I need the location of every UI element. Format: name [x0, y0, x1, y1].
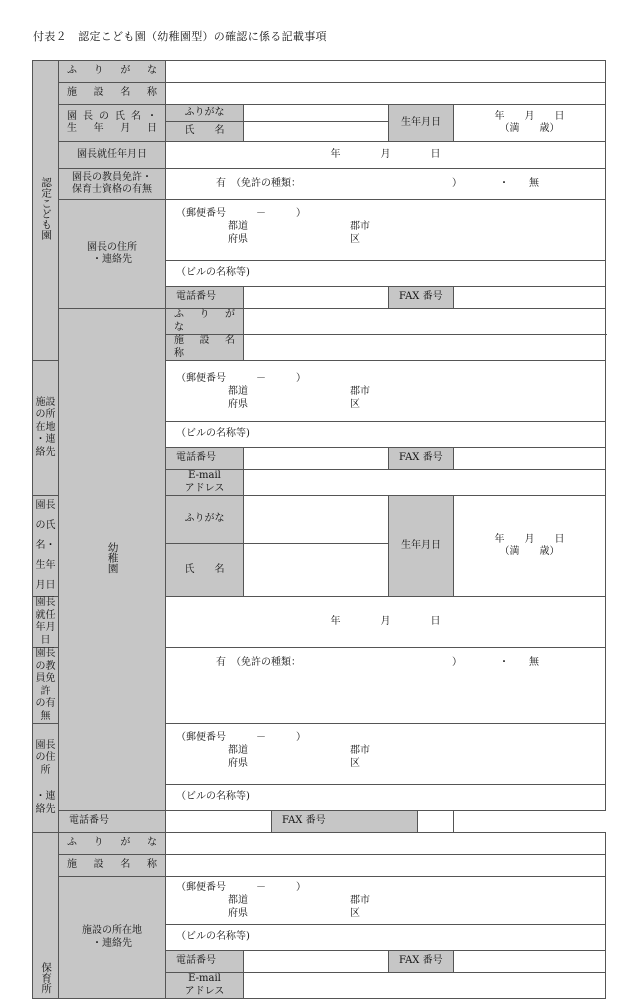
license-label: 園長の教員免許・ 保育士資格の有無	[59, 169, 166, 200]
head-furigana-input[interactable]	[244, 105, 389, 122]
y-furigana-input[interactable]	[244, 309, 606, 335]
h-fax-input[interactable]	[454, 951, 606, 973]
head-fax-label: FAX 番号	[389, 287, 454, 309]
y-head-birthdate-input[interactable]: 年 月 日 （満 歳）	[454, 496, 606, 597]
section-youchien: 幼稚園	[59, 309, 166, 811]
confirmation-form-table	[32, 60, 606, 999]
head-birthdate-label: 生年月日	[389, 105, 454, 142]
y-phone-label: 電話番号	[166, 448, 244, 470]
page-title: 付表２ 認定こども園（幼稚園型）の確認に係る記載事項	[33, 30, 327, 43]
y-head-name-input[interactable]	[244, 544, 389, 597]
facility-name-input[interactable]	[166, 83, 606, 105]
head-address-label: 園長の住所 ・連絡先	[59, 200, 166, 309]
y-head-fax-input[interactable]	[418, 811, 454, 833]
y-head-address-label: 園長の住所 ・連絡先	[33, 724, 59, 833]
y-head-name-sub-label: 氏 名	[166, 544, 244, 597]
h-email-label: E-mail アドレス	[166, 973, 244, 999]
furigana-label: ふ り が な	[59, 61, 166, 83]
y-start-date-input[interactable]: 年 月 日	[166, 597, 606, 648]
head-phone-label: 電話番号	[166, 287, 244, 309]
start-date-input[interactable]: 年 月 日	[166, 142, 606, 169]
head-furigana-label: ふりがな	[166, 105, 244, 122]
head-name-input[interactable]	[244, 122, 389, 142]
h-furigana-label: ふ り が な	[59, 833, 166, 855]
y-furigana-label: ふ り が な	[166, 309, 244, 335]
y-building-input[interactable]: （ビルの名称等)	[166, 422, 606, 448]
y-head-phone-input[interactable]	[166, 811, 272, 833]
y-head-furigana-label: ふりがな	[166, 496, 244, 544]
y-license-input[interactable]: 有 （免許の種類： ） ・ 無	[166, 648, 606, 724]
y-start-date-label: 園長就任年月日	[33, 597, 59, 648]
y-head-address-input[interactable]: （郵便番号 － ） 都道 府県 郡市 区	[166, 724, 606, 785]
y-email-input[interactable]	[244, 470, 606, 496]
start-date-label: 園長就任年月日	[59, 142, 166, 169]
y-fax-label: FAX 番号	[389, 448, 454, 470]
head-address-input[interactable]: （郵便番号 － ） 都道 府県 郡市 区	[166, 200, 606, 261]
head-birthdate-input[interactable]: 年 月 日 （満 歳）	[454, 105, 606, 142]
section-hoikusho: 保育所	[33, 833, 59, 999]
y-license-label: 園長の教員免許 の有無	[33, 648, 59, 724]
y-head-fax-label: FAX 番号	[272, 811, 418, 833]
y-head-name-label: 園長の氏名・ 生年月日	[33, 496, 59, 597]
license-input[interactable]: 有 （免許の種類： ） ・ 無	[166, 169, 606, 200]
y-facility-address-label: 施設の所在地 ・連絡先	[33, 361, 59, 496]
y-fax-input[interactable]	[454, 448, 606, 470]
h-furigana-input[interactable]	[166, 833, 606, 855]
facility-name-label: 施 設 名 称	[59, 83, 166, 105]
h-phone-label: 電話番号	[166, 951, 244, 973]
head-name-sub-label: 氏 名	[166, 122, 244, 142]
y-facility-address-input[interactable]: （郵便番号 － ） 都道 府県 郡市 区	[166, 361, 606, 422]
h-email-input[interactable]	[244, 973, 606, 999]
y-email-label: E-mail アドレス	[166, 470, 244, 496]
h-fax-label: FAX 番号	[389, 951, 454, 973]
y-head-building-input[interactable]: （ビルの名称等)	[166, 785, 606, 811]
head-name-label: 園長の氏名・ 生 年 月 日	[59, 105, 166, 142]
section-kodomoen: 認定こども園	[33, 61, 59, 361]
head-building-input[interactable]: （ビルの名称等)	[166, 261, 606, 287]
furigana-input[interactable]	[166, 61, 606, 83]
y-head-birthdate-label: 生年月日	[389, 496, 454, 597]
y-phone-input[interactable]	[244, 448, 389, 470]
head-fax-input[interactable]	[454, 287, 606, 309]
h-phone-input[interactable]	[244, 951, 389, 973]
y-facility-name-label: 施 設 名 称	[166, 335, 244, 361]
h-facility-name-input[interactable]	[166, 855, 606, 877]
y-head-furigana-input[interactable]	[244, 496, 389, 544]
h-facility-address-label: 施設の所在地 ・連絡先	[59, 877, 166, 999]
y-facility-name-input[interactable]	[244, 335, 606, 361]
head-phone-input[interactable]	[244, 287, 389, 309]
h-facility-address-input[interactable]: （郵便番号 － ） 都道 府県 郡市 区	[166, 877, 606, 925]
h-facility-name-label: 施 設 名 称	[59, 855, 166, 877]
y-head-phone-label: 電話番号	[59, 811, 166, 833]
h-building-input[interactable]: （ビルの名称等)	[166, 925, 606, 951]
